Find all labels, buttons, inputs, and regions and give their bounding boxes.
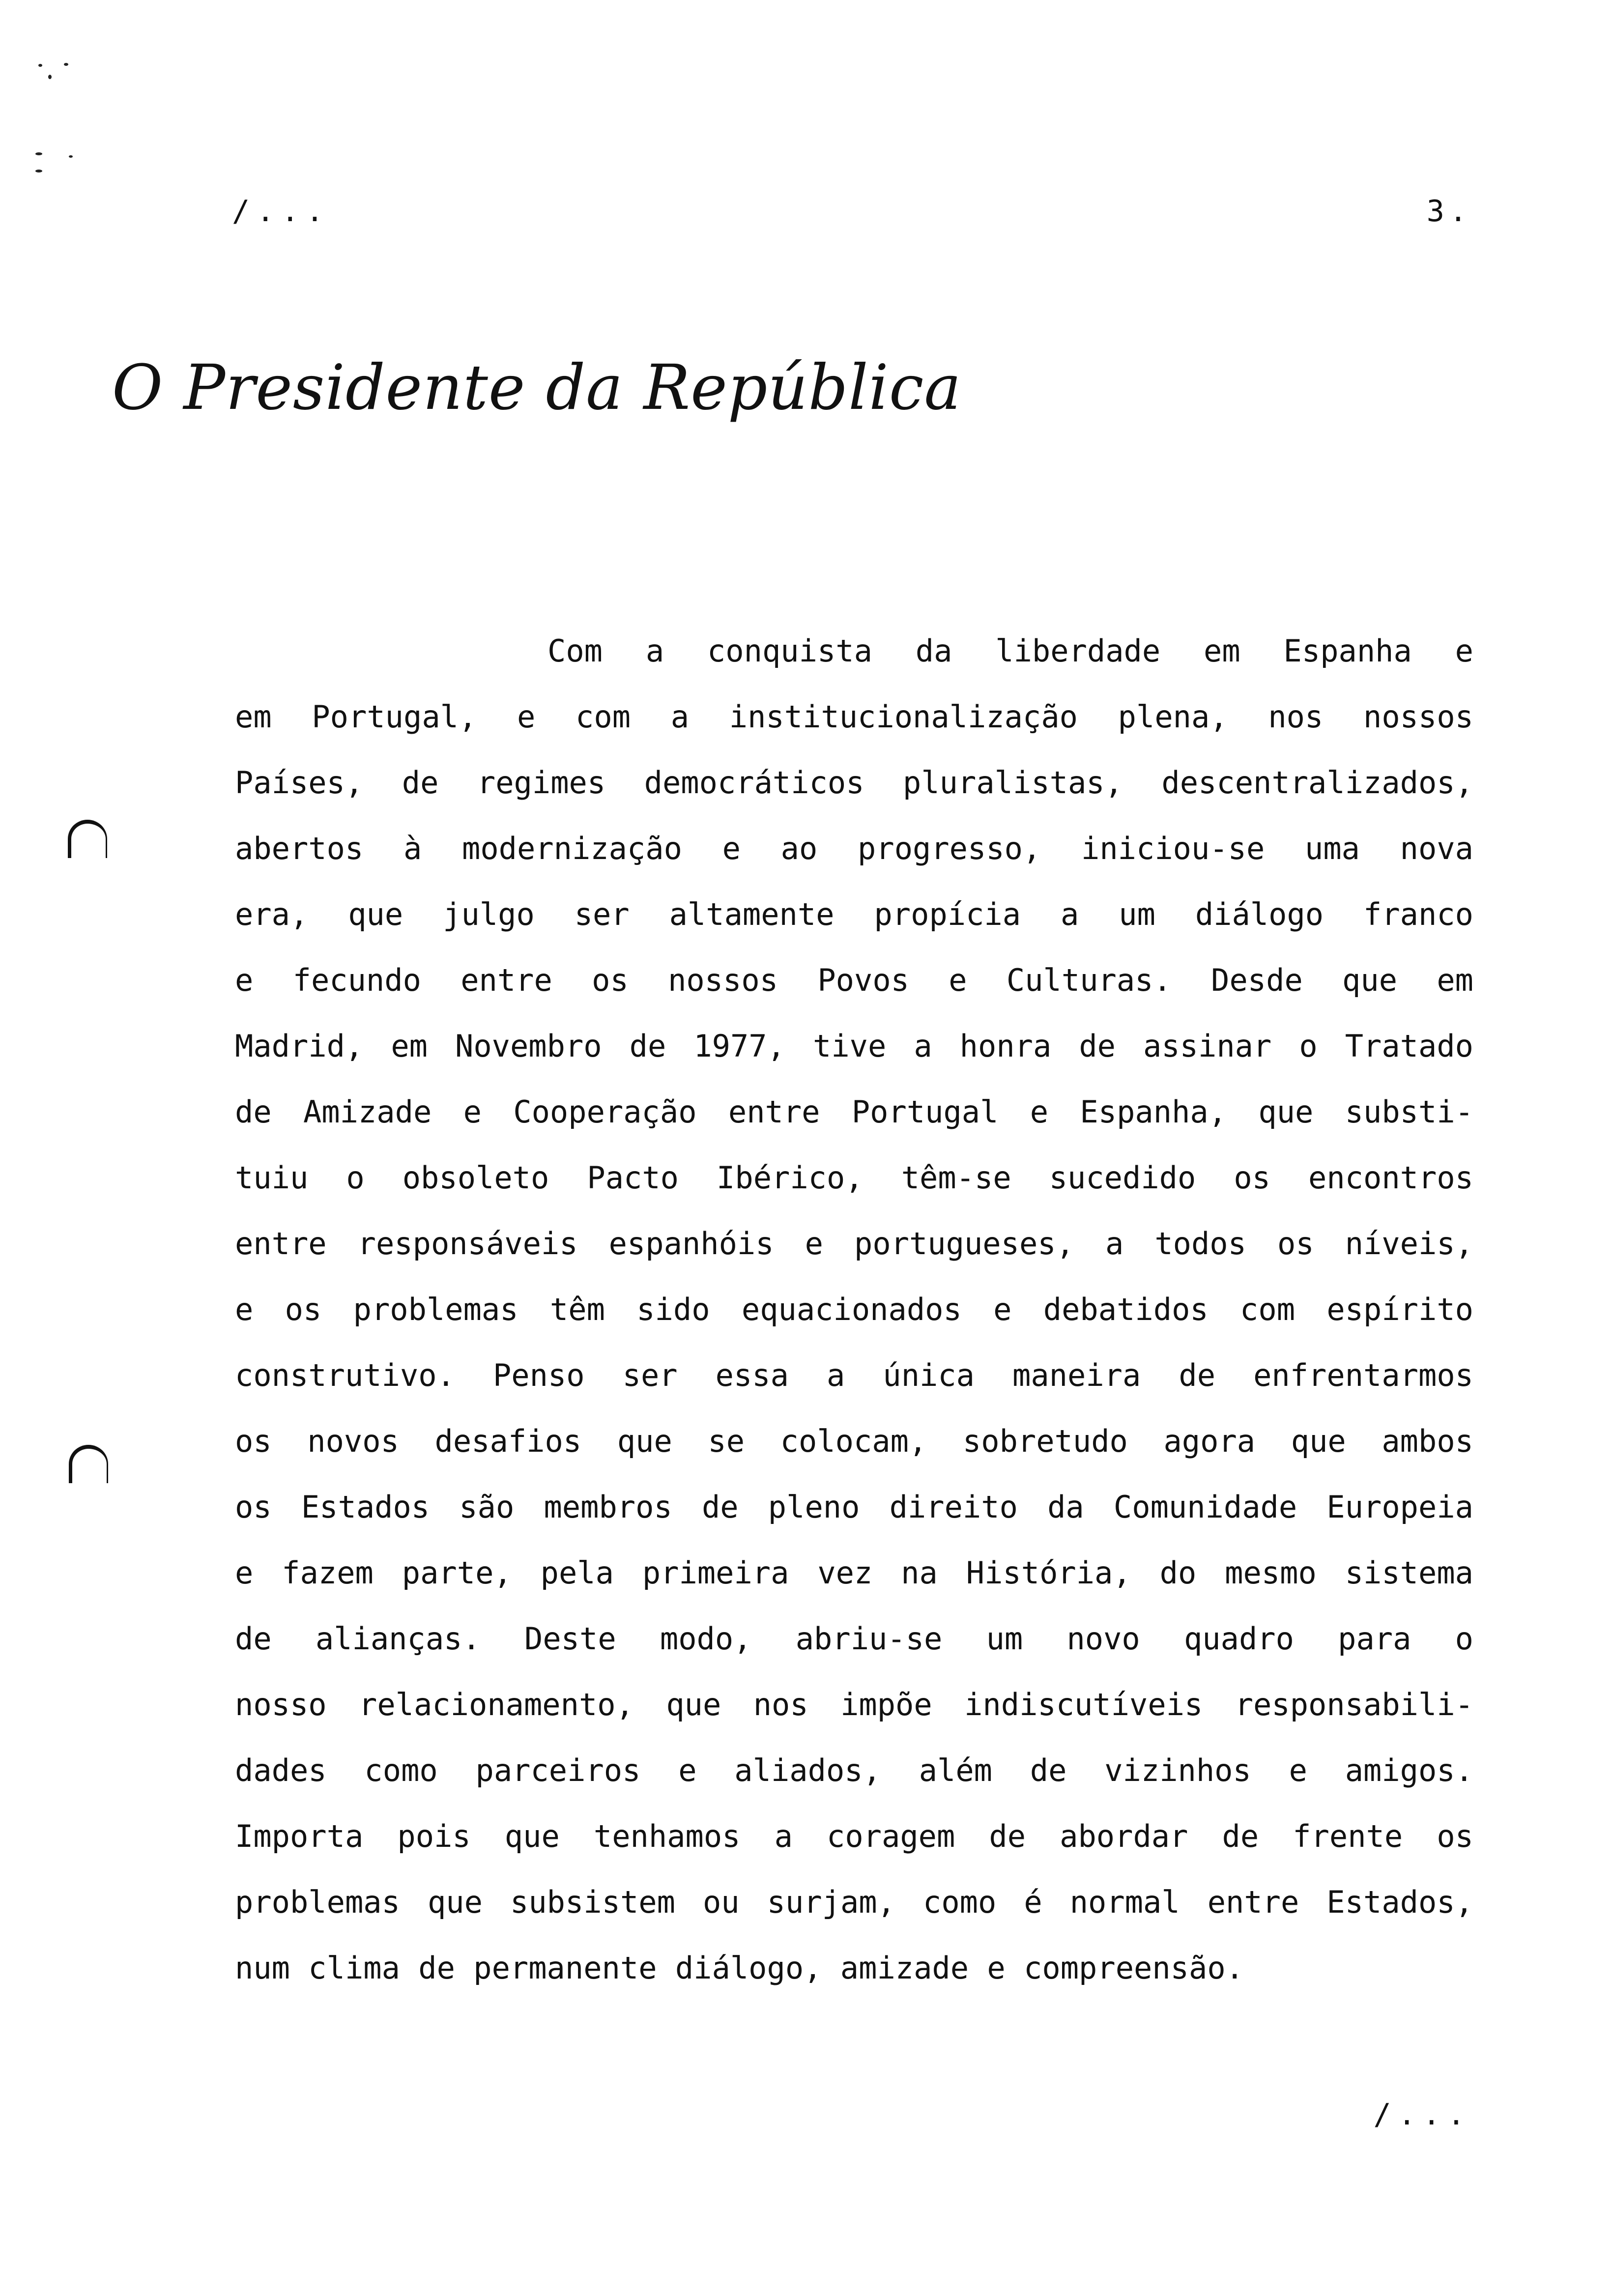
scan-speck xyxy=(35,170,42,172)
text-line: problemas que subsistem ou surjam, como é normal entre Estados, xyxy=(235,1884,1473,1920)
punch-hole-mark xyxy=(69,1445,108,1483)
text-line: nosso relacionamento, que nos impõe indiscutíveis responsabili- xyxy=(235,1687,1473,1722)
text-line: construtivo. Penso ser essa a única maneira de enfrentarmos xyxy=(235,1357,1473,1393)
text-line: de Amizade e Cooperação entre Portugal e Espanha, que substi- xyxy=(235,1094,1473,1130)
text-line: de alianças. Deste modo, abriu-se um novo quadro para o xyxy=(235,1621,1473,1657)
body-paragraph xyxy=(235,618,1473,2001)
continuation-marker-top: /... xyxy=(232,194,331,229)
text-line: era, que julgo ser altamente propícia a um diálogo franco xyxy=(235,896,1473,932)
text-line: em Portugal, e com a institucionalização plena, nos nossos xyxy=(235,699,1473,735)
text-line: num clima de permanente diálogo, amizade e compreensão. xyxy=(235,1950,1244,1986)
continuation-marker-bottom: /... xyxy=(1373,2097,1472,2132)
text-line: Importa pois que tenhamos a coragem de abordar de frente os xyxy=(235,1818,1473,1854)
text-line: dades como parceiros e aliados, além de vizinhos e amigos. xyxy=(235,1752,1473,1788)
text-line: e os problemas têm sido equacionados e debatidos com espírito xyxy=(235,1292,1473,1327)
text-line: os Estados são membros de pleno direito da Comunidade Europeia xyxy=(235,1489,1473,1525)
scan-speck xyxy=(35,152,42,155)
text-line: e fazem parte, pela primeira vez na História, do mesmo sistema xyxy=(235,1555,1473,1591)
scan-speck xyxy=(69,155,73,158)
page-number: 3. xyxy=(1426,194,1472,229)
text-line: Madrid, em Novembro de 1977, tive a honra de assinar o Tratado xyxy=(235,1028,1473,1064)
text-line: tuiu o obsoleto Pacto Ibérico, têm-se sucedido os encontros xyxy=(235,1160,1473,1196)
scan-speck xyxy=(38,64,42,67)
text-line: os novos desafios que se colocam, sobretudo agora que ambos xyxy=(235,1423,1473,1459)
text-line: entre responsáveis espanhóis e portugueses, a todos os níveis, xyxy=(235,1226,1473,1262)
scan-speck xyxy=(48,75,52,79)
text-line: Países, de regimes democráticos pluralistas, descentralizados, xyxy=(235,765,1473,801)
text-line: e fecundo entre os nossos Povos e Culturas. Desde que em xyxy=(235,962,1473,998)
letterhead-title: O Presidente da República xyxy=(112,351,962,424)
scan-speck xyxy=(64,63,68,66)
punch-hole-mark xyxy=(68,820,107,858)
text-line: abertos à modernização e ao progresso, iniciou-se uma nova xyxy=(235,831,1473,866)
text-line: Com a conquista da liberdade em Espanha e xyxy=(547,633,1473,669)
